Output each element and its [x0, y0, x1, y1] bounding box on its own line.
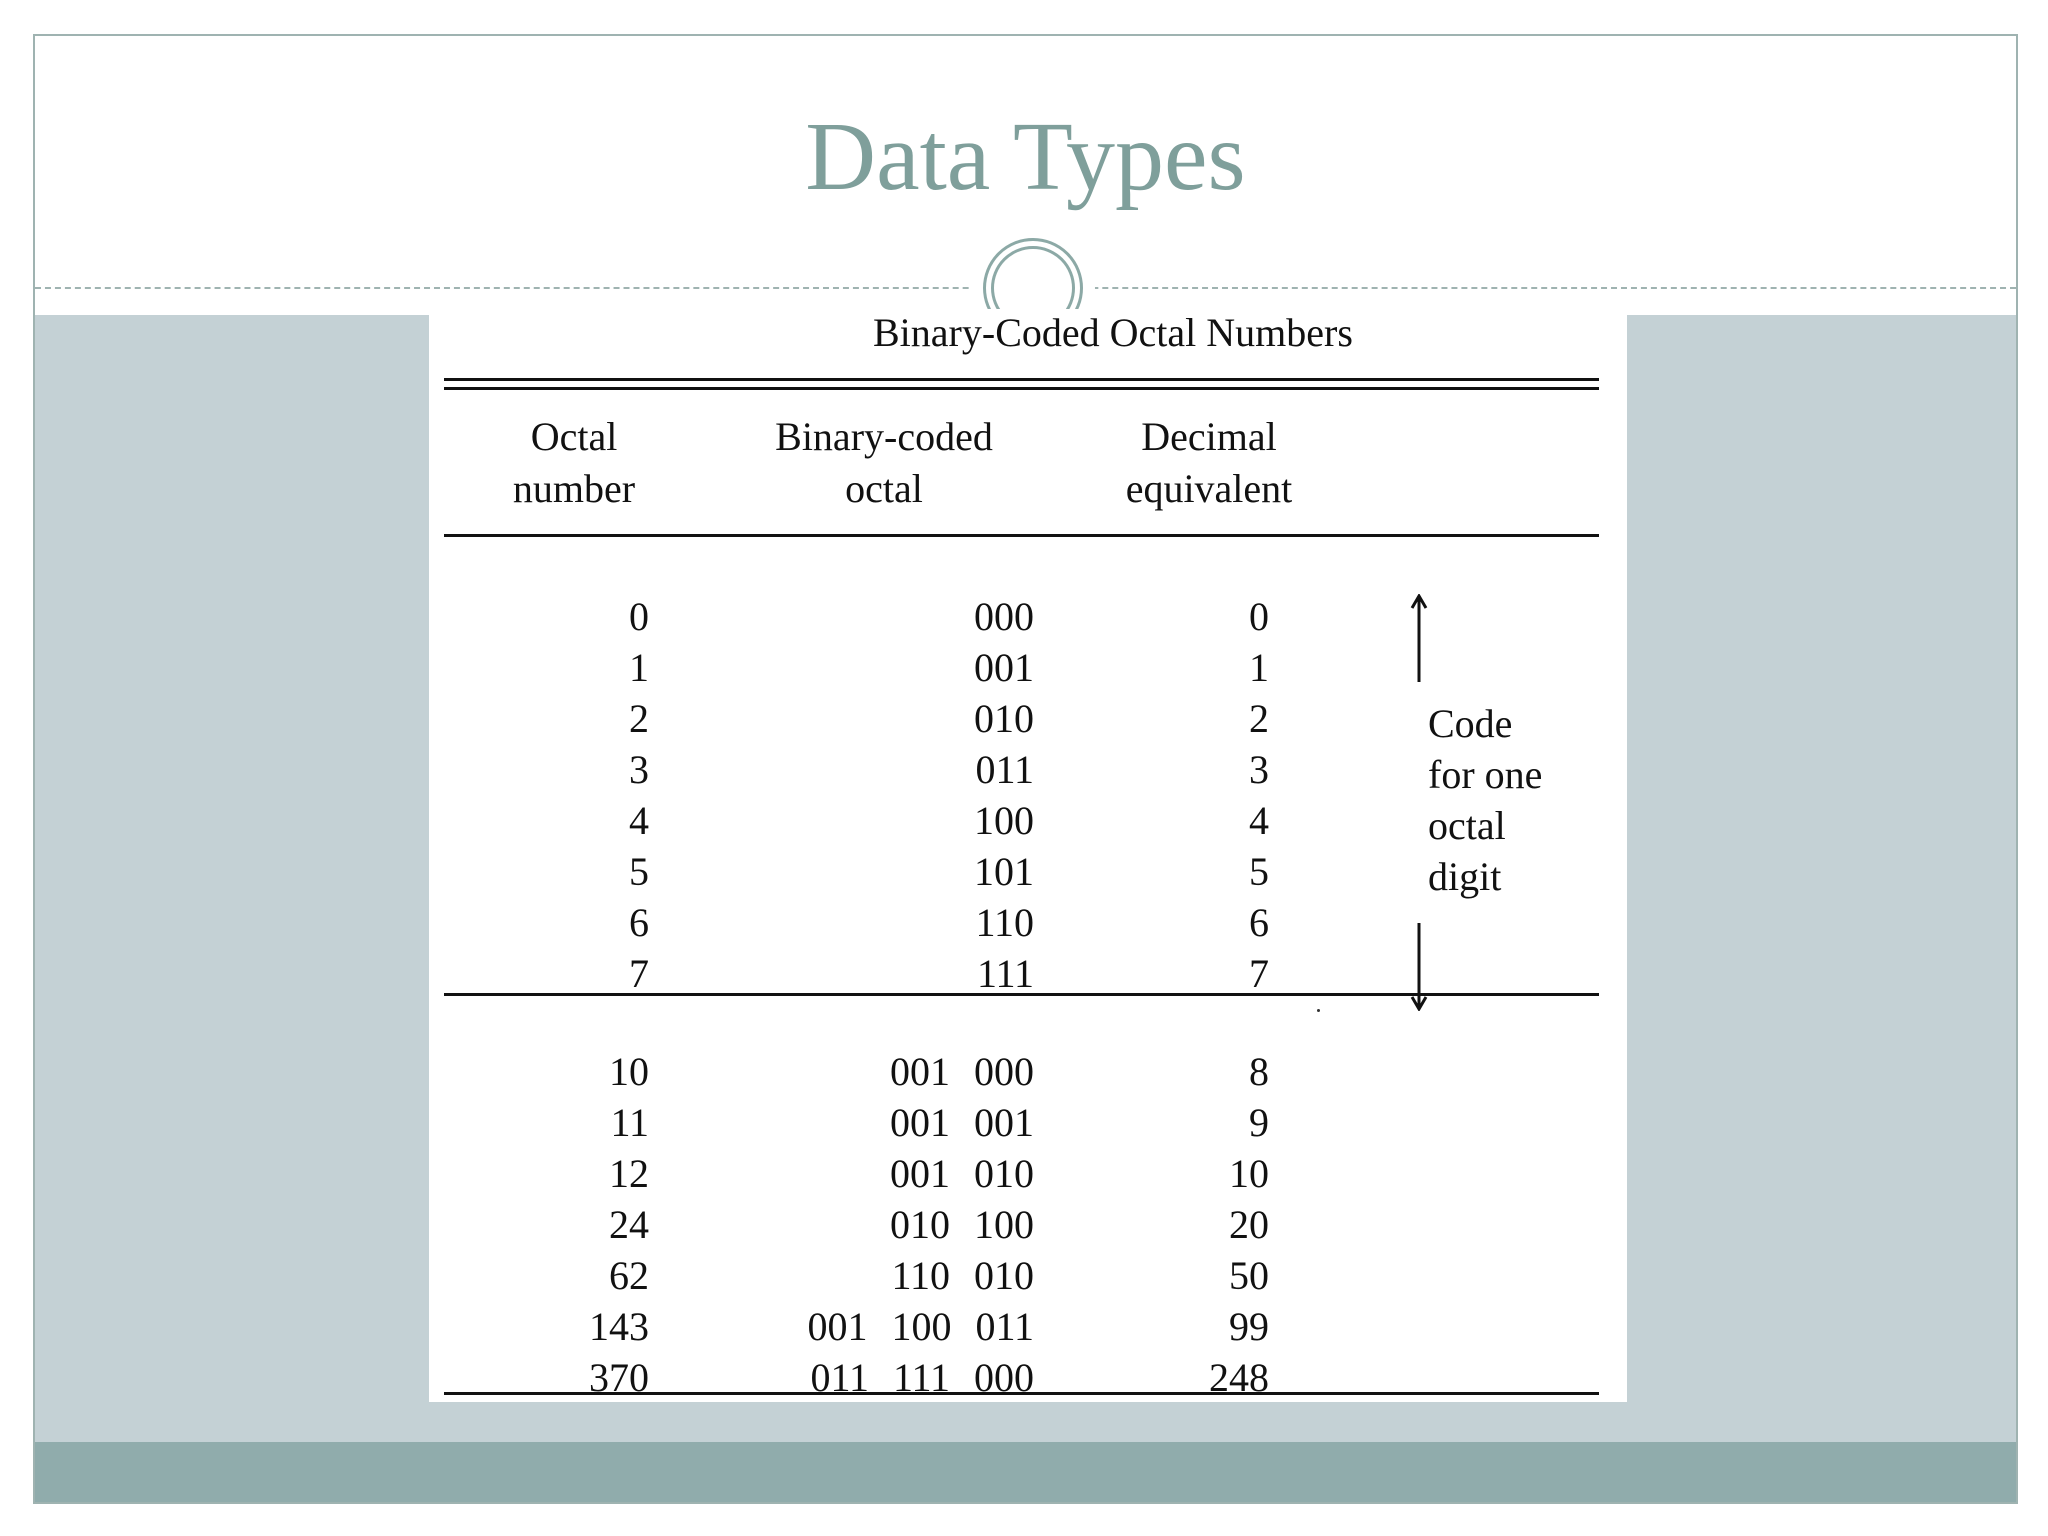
table-cell: 10	[609, 1049, 649, 1094]
table-cell: 9	[1249, 1100, 1269, 1145]
table-cell: 20	[1229, 1202, 1269, 1247]
table-cell: 3	[1249, 747, 1269, 792]
octal-column-single	[629, 591, 649, 999]
table-cell: 10	[1229, 1151, 1269, 1196]
table-cell: 101	[974, 849, 1034, 894]
table-cell: 111	[976, 951, 1034, 996]
table-cell: 1	[629, 645, 649, 690]
table-cell: 5	[629, 849, 649, 894]
table-cell: 7	[629, 951, 649, 996]
table-cell: 4	[1249, 798, 1269, 843]
table-cell: 11	[610, 1100, 649, 1145]
table-cell: 100	[974, 798, 1034, 843]
bco-table	[429, 309, 1627, 1402]
table-cell: 24	[609, 1202, 649, 1247]
table-cell: 110 010	[891, 1253, 1034, 1298]
table-cell: 001	[974, 645, 1034, 690]
header-decimal-equivalent: Decimal equivalent	[1125, 414, 1293, 511]
table-cell: 5	[1249, 849, 1269, 894]
table-cell: 62	[609, 1253, 649, 1298]
table-cell: 001 000	[890, 1049, 1034, 1094]
table-cell: 3	[629, 747, 649, 792]
footer-band	[35, 1442, 2016, 1502]
table-cell: 2	[1249, 696, 1269, 741]
table-rule	[444, 387, 1599, 390]
table-cell: 011 111 000	[810, 1355, 1034, 1400]
table-cell: 010 100	[890, 1202, 1034, 1247]
table-rule	[444, 378, 1599, 381]
table-cell: 0	[629, 594, 649, 639]
arrow-down-icon	[1409, 921, 1429, 1011]
arrow-up-icon	[1409, 594, 1429, 684]
table-cell: 011	[975, 747, 1034, 792]
binary-column-single	[974, 591, 1034, 999]
table-cell: 110	[975, 900, 1034, 945]
table-cell: 001 100 011	[807, 1304, 1034, 1349]
table-cell: 001 001	[890, 1100, 1034, 1145]
decimal-column-multi	[1209, 1046, 1269, 1403]
code-note: Code for one octal digit	[1428, 701, 1543, 899]
table-cell: 2	[629, 696, 649, 741]
table-cell: 370	[589, 1355, 649, 1400]
table-cell: 248	[1209, 1355, 1269, 1400]
header-octal-number: Octal number	[512, 414, 636, 511]
table-cell: 8	[1249, 1049, 1269, 1094]
table-rule	[444, 534, 1599, 537]
table-cell: 99	[1229, 1304, 1269, 1349]
table-caption: Binary-Coded Octal Numbers	[873, 310, 1353, 355]
table-cell: 7	[1249, 951, 1269, 996]
table-cell: 0	[1249, 594, 1269, 639]
octal-column-multi	[589, 1046, 649, 1403]
binary-column-multi	[807, 1046, 1034, 1403]
table-cell: 4	[629, 798, 649, 843]
table-cell: 000	[974, 594, 1034, 639]
table-cell: 12	[609, 1151, 649, 1196]
table-cell: 143	[589, 1304, 649, 1349]
decimal-column-single	[1249, 591, 1269, 999]
table-cell: 50	[1229, 1253, 1269, 1298]
table-cell: 1	[1249, 645, 1269, 690]
table-cell: 010	[974, 696, 1034, 741]
scan-speck	[1317, 1009, 1320, 1012]
table-cell: 6	[1249, 900, 1269, 945]
slide-title: Data Types	[805, 103, 1246, 211]
table-cell: 6	[629, 900, 649, 945]
header-binary-coded-octal: Binary-coded octal	[775, 414, 993, 511]
table-cell: 001 010	[890, 1151, 1034, 1196]
